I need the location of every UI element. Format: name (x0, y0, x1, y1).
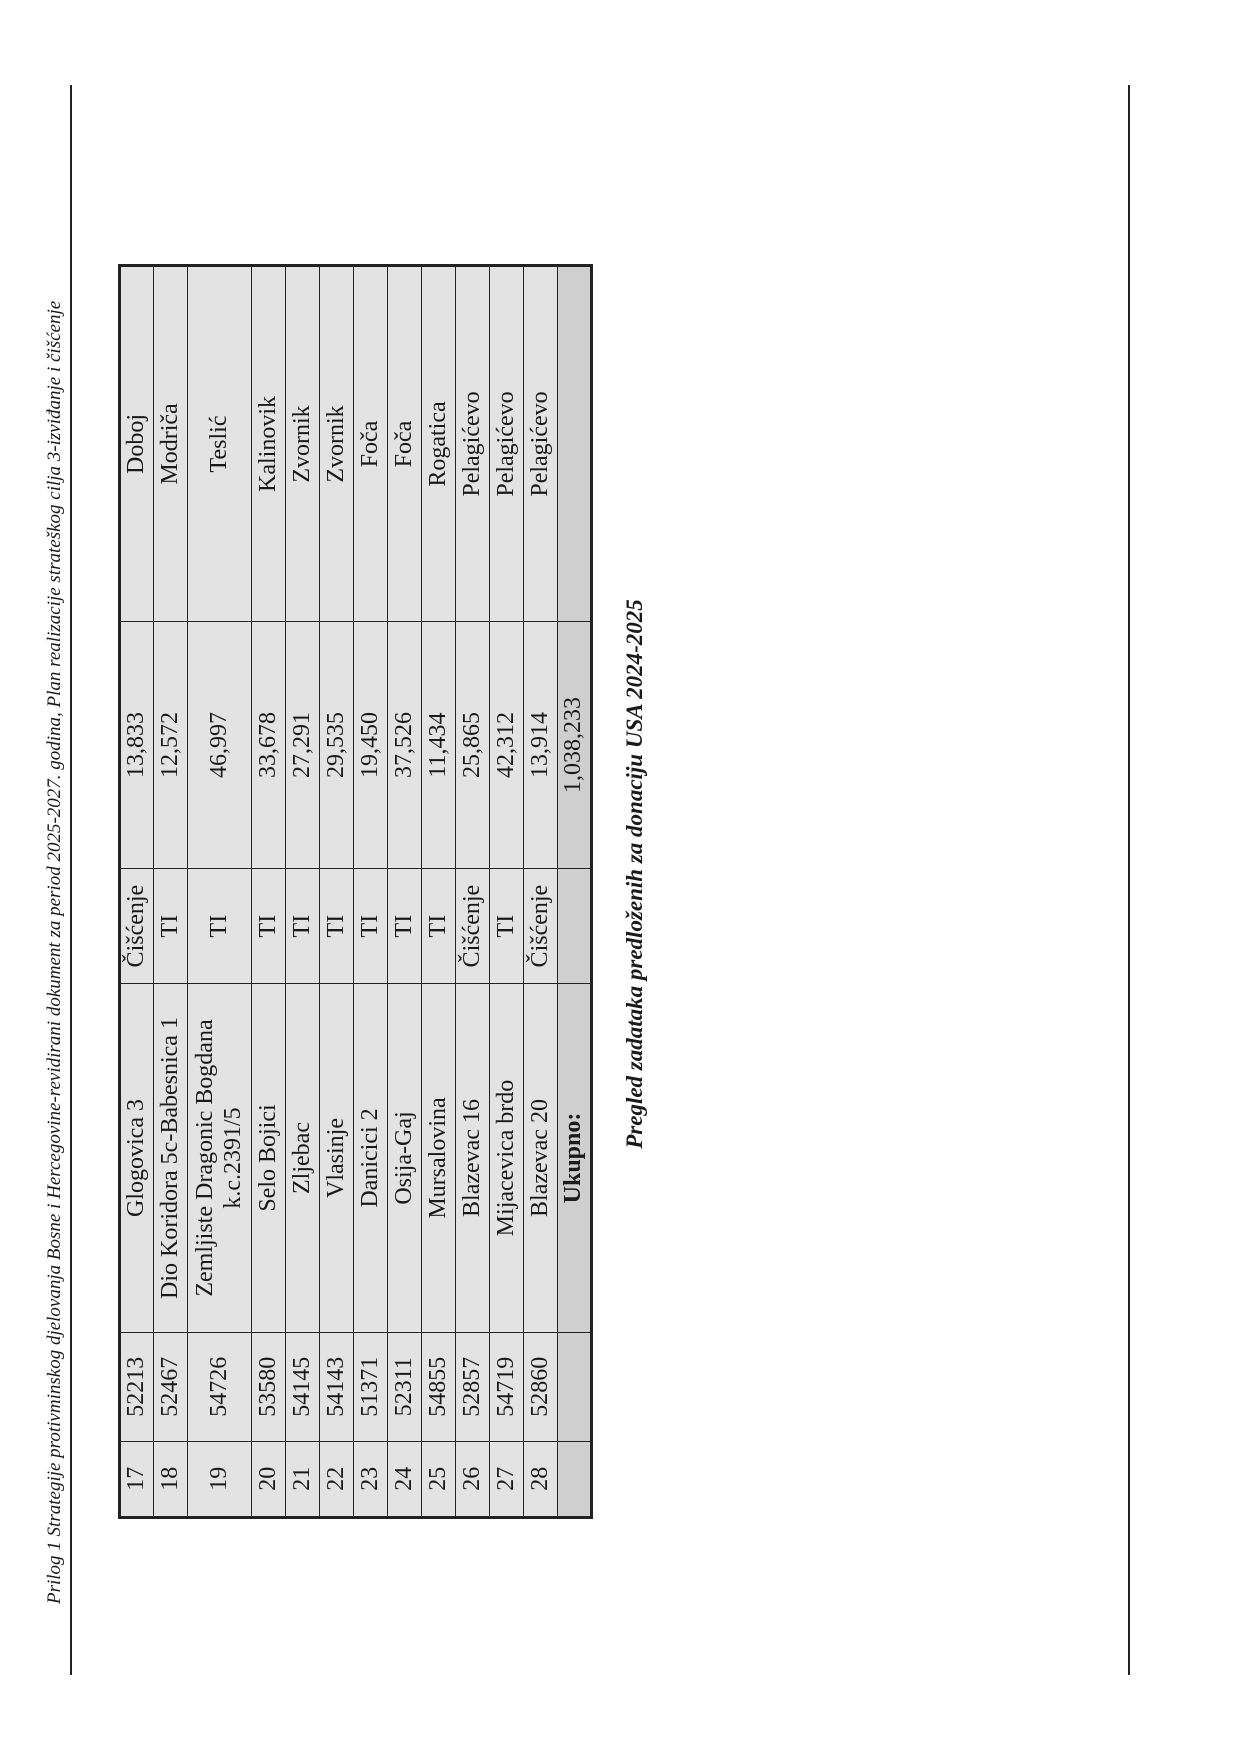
cell-municipality: Foča (354, 266, 388, 622)
cell-area: 46,997 (188, 621, 252, 868)
cell-name: Glogovica 3 (120, 984, 154, 1333)
cell-number: 21 (286, 1441, 320, 1517)
cell-type: TI (490, 869, 524, 984)
cell-area: 27,291 (286, 621, 320, 868)
table-row (120, 266, 154, 1518)
total-area: 1,038,233 (558, 621, 592, 868)
cell-number: 28 (524, 1441, 558, 1517)
page-header: Prilog 1 Strategije protivminskog djelovanja Bosne i Hercegovine-revidirani dokument za period 2025-2027. godina, Plan realizacije strateškog cilja 3-izviđanje i čišćenje (44, 300, 65, 1604)
cell-number: 23 (354, 1441, 388, 1517)
tasks-table (118, 264, 593, 1519)
table-caption: Pregled zadataka predloženih za donaciju USA 2024-2025 (622, 599, 647, 1149)
cell-id: 54719 (490, 1332, 524, 1441)
table-row (320, 266, 354, 1518)
cell-number: 25 (422, 1441, 456, 1517)
cell-id: 54855 (422, 1332, 456, 1441)
table-row (354, 266, 388, 1518)
cell-number: 17 (120, 1441, 154, 1517)
cell-type: TI (320, 869, 354, 984)
cell-municipality: Zvornik (320, 266, 354, 622)
cell-type: TI (188, 869, 252, 984)
cell-municipality: Foča (388, 266, 422, 622)
cell-id: 52311 (388, 1332, 422, 1441)
table-row (422, 266, 456, 1518)
cell-id: 54726 (188, 1332, 252, 1441)
cell-empty (558, 869, 592, 984)
cell-name: Dio Koridora 5c-Babesnica 1 (154, 984, 188, 1333)
table-row (188, 266, 252, 1518)
cell-id: 52860 (524, 1332, 558, 1441)
cell-empty (558, 1441, 592, 1517)
table-row (286, 266, 320, 1518)
cell-type: TI (286, 869, 320, 984)
cell-name: Zemljiste Dragonic Bogdana k.c.2391/5 (188, 984, 252, 1333)
cell-id: 52213 (120, 1332, 154, 1441)
cell-name: Blazevac 20 (524, 984, 558, 1333)
cell-name: Danicici 2 (354, 984, 388, 1333)
cell-id: 52467 (154, 1332, 188, 1441)
table-row (524, 266, 558, 1518)
cell-municipality: Kalinovik (252, 266, 286, 622)
cell-type: TI (388, 869, 422, 984)
cell-number: 19 (188, 1441, 252, 1517)
cell-id: 51371 (354, 1332, 388, 1441)
cell-type: TI (354, 869, 388, 984)
cell-empty (558, 266, 592, 622)
cell-name: Selo Bojici (252, 984, 286, 1333)
table-row (490, 266, 524, 1518)
cell-area: 13,833 (120, 621, 154, 868)
cell-id: 52857 (456, 1332, 490, 1441)
cell-type: Čišćenje (524, 869, 558, 984)
cell-type: TI (252, 869, 286, 984)
cell-name: Mijacevica brdo (490, 984, 524, 1333)
cell-area: 25,865 (456, 621, 490, 868)
cell-municipality: Pelagićevo (524, 266, 558, 622)
cell-municipality: Zvornik (286, 266, 320, 622)
cell-number: 18 (154, 1441, 188, 1517)
cell-area: 19,450 (354, 621, 388, 868)
table-row (388, 266, 422, 1518)
cell-number: 22 (320, 1441, 354, 1517)
cell-area: 37,526 (388, 621, 422, 868)
cell-number: 27 (490, 1441, 524, 1517)
cell-municipality: Doboj (120, 266, 154, 622)
cell-municipality: Pelagićevo (456, 266, 490, 622)
cell-type: Čišćenje (456, 869, 490, 984)
cell-id: 54143 (320, 1332, 354, 1441)
cell-type: Čišćenje (120, 869, 154, 984)
cell-number: 20 (252, 1441, 286, 1517)
cell-area: 11,434 (422, 621, 456, 868)
table-row (456, 266, 490, 1518)
cell-municipality: Modriča (154, 266, 188, 622)
table-row (154, 266, 188, 1518)
cell-name: Zljebac (286, 984, 320, 1333)
cell-area: 33,678 (252, 621, 286, 868)
cell-name: Mursalovina (422, 984, 456, 1333)
cell-name: Vlasinje (320, 984, 354, 1333)
cell-area: 12,572 (154, 621, 188, 868)
total-label: Ukupno: (558, 984, 592, 1333)
cell-municipality: Pelagićevo (490, 266, 524, 622)
cell-municipality: Teslić (188, 266, 252, 622)
cell-id: 53580 (252, 1332, 286, 1441)
cell-number: 26 (456, 1441, 490, 1517)
cell-type: TI (422, 869, 456, 984)
cell-name: Blazevac 16 (456, 984, 490, 1333)
cell-area: 13,914 (524, 621, 558, 868)
table-row (252, 266, 286, 1518)
total-row (558, 266, 592, 1518)
cell-empty (558, 1332, 592, 1441)
cell-id: 54145 (286, 1332, 320, 1441)
cell-area: 42,312 (490, 621, 524, 868)
cell-type: TI (154, 869, 188, 984)
cell-name: Osija-Gaj (388, 984, 422, 1333)
cell-municipality: Rogatica (422, 266, 456, 622)
cell-number: 24 (388, 1441, 422, 1517)
cell-area: 29,535 (320, 621, 354, 868)
